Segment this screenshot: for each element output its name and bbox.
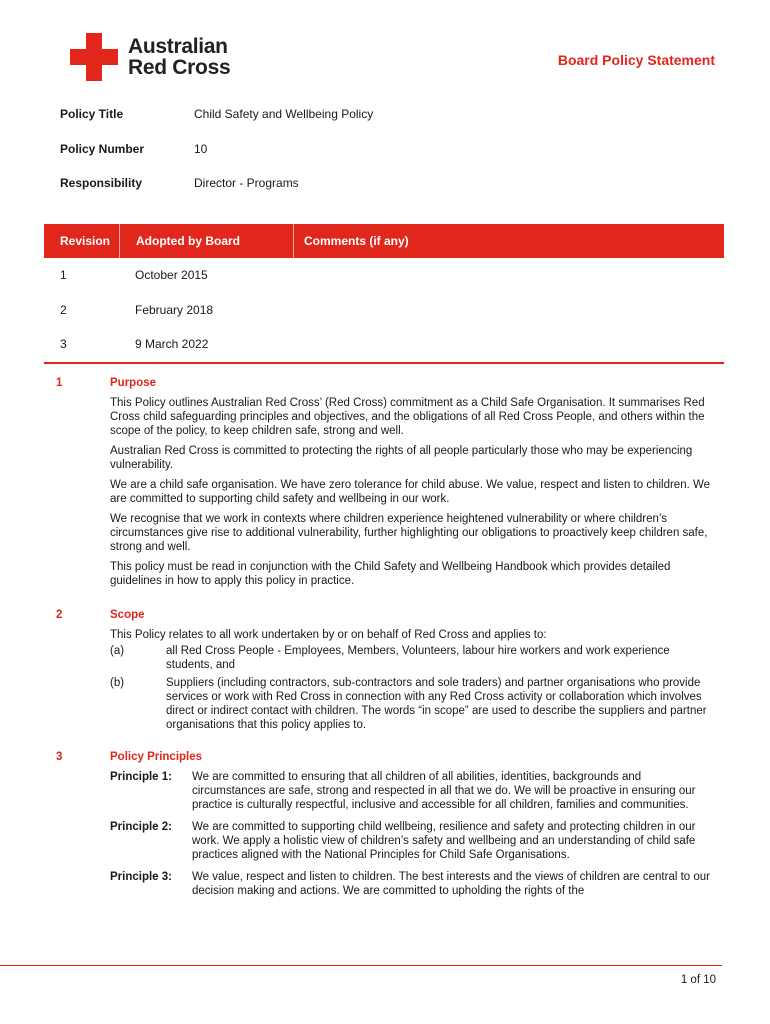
adopted-date: February 2018 — [135, 302, 214, 317]
column-header-adopted: Adopted by Board — [119, 224, 293, 258]
paragraph: We are a child safe organisation. We have zero tolerance for child abuse. We value, respect and listen to children. We are committed to supporting child safety and wellbeing in our work. — [110, 479, 711, 505]
list-item — [110, 676, 716, 732]
principle-label: Principle 1: — [110, 771, 172, 783]
section-number: 3 — [56, 751, 63, 763]
document-type-title: Board Policy Statement — [557, 52, 715, 68]
revision-number: 3 — [60, 337, 67, 352]
revision-number: 1 — [60, 268, 67, 283]
adopted-date: October 2015 — [135, 268, 208, 283]
section-purpose — [56, 376, 716, 594]
paragraph: Australian Red Cross is committed to protecting the rights of all people particularly those who may be experiencing vulnerability. — [110, 445, 693, 471]
comments — [293, 327, 724, 362]
section-heading: Scope — [110, 609, 145, 621]
policy-meta — [60, 107, 373, 211]
meta-label: Policy Number — [60, 141, 145, 156]
section-number: 2 — [56, 609, 63, 621]
meta-row-responsibility — [60, 176, 373, 211]
principle-text: We are committed to ensuring that all children of all abilities, identities, backgrounds and circumstances are safe, strong and respected in all that we do. We will be proactive in ensuring our practice is culturally respectful, inclusive and accessible for all children, families and communities. — [192, 771, 696, 811]
meta-row-policy-title — [60, 107, 373, 142]
comments — [293, 293, 724, 328]
list-marker: (b) — [110, 677, 125, 689]
principle-item — [110, 770, 716, 812]
meta-row-policy-number — [60, 142, 373, 177]
meta-value: 10 — [194, 141, 208, 156]
meta-label: Responsibility — [60, 176, 143, 190]
list-item — [110, 644, 716, 672]
list-text: Suppliers (including contractors, sub-contractors and sole traders) and partner organisations who provide services or work with Red Cross in connection with any Red Cross activity or collaboration which involves direct or indirect contact with children. The words “in scope” are used to describe the suppliers and partner organisations that this policy applies to. — [166, 677, 707, 731]
paragraph: This Policy outlines Australian Red Cross’ (Red Cross) commitment as a Child Safe Organisation. It summarises Red Cross child safeguarding principles and objectives, and the obligations of all Red Cross People, and others within the scope of the policy, to keep children safe, strong and well. — [110, 397, 705, 437]
revision-table — [44, 224, 724, 364]
section-body — [110, 608, 716, 736]
paragraph: This Policy relates to all work undertaken by or on behalf of Red Cross and applies to: — [110, 629, 547, 641]
meta-label: Policy Title — [60, 107, 124, 121]
australian-red-cross-logo — [70, 33, 230, 81]
table-row — [44, 258, 724, 293]
list-marker: (a) — [110, 645, 125, 657]
principle-label: Principle 2: — [110, 821, 172, 833]
section-number: 1 — [56, 377, 63, 389]
principle-label: Principle 3: — [110, 871, 172, 883]
meta-value: Director - Programs — [194, 176, 299, 190]
revision-number: 2 — [60, 302, 67, 317]
section-heading: Purpose — [110, 377, 157, 389]
table-bottom-rule — [44, 362, 724, 364]
section-policy-principles — [56, 750, 716, 906]
principle-item — [110, 820, 716, 862]
paragraph: This policy must be read in conjunction with the Child Safety and Wellbeing Handbook which provides detailed guidelines in how to apply this policy in practice. — [110, 561, 671, 587]
table-row — [44, 293, 724, 328]
section-heading: Policy Principles — [110, 751, 203, 763]
section-body — [110, 376, 716, 594]
meta-value: Child Safety and Wellbeing Policy — [194, 107, 374, 121]
section-body — [110, 750, 716, 906]
list-text: all Red Cross People - Employees, Members, Volunteers, labour hire workers and work experience students, and — [166, 645, 670, 671]
principle-text: We are committed to supporting child wellbeing, resilience and safety and protecting children in our work. We apply a holistic view of children’s safety and wellbeing and an understanding of child safe practices aligned with the National Principles for Child Safe Organisations. — [192, 821, 696, 861]
logo-line-1: Australian — [128, 35, 228, 58]
page-number: 1 of 10 — [680, 974, 716, 986]
footer-rule — [0, 965, 722, 966]
adopted-date: 9 March 2022 — [135, 337, 209, 352]
column-header-revision: Revision — [60, 234, 111, 248]
logo-wordmark — [128, 36, 230, 78]
table-row — [44, 327, 724, 362]
revision-table-header — [44, 224, 724, 258]
red-cross-icon — [70, 33, 118, 81]
principle-text: We value, respect and listen to children. The best interests and the views of children are central to our decision making and actions. We are committed to upholding the rights of the — [192, 871, 710, 897]
column-header-comments: Comments (if any) — [293, 224, 724, 258]
paragraph: We recognise that we work in contexts where children experience heightened vulnerability or where children’s circumstances give rise to additional vulnerability, further highlighting our obligations to proactively keep children safe, strong and well. — [110, 513, 708, 553]
policy-sections — [56, 376, 716, 906]
section-scope — [56, 608, 716, 736]
principle-item — [110, 870, 716, 898]
comments — [293, 258, 724, 293]
logo-line-2: Red Cross — [128, 56, 231, 79]
